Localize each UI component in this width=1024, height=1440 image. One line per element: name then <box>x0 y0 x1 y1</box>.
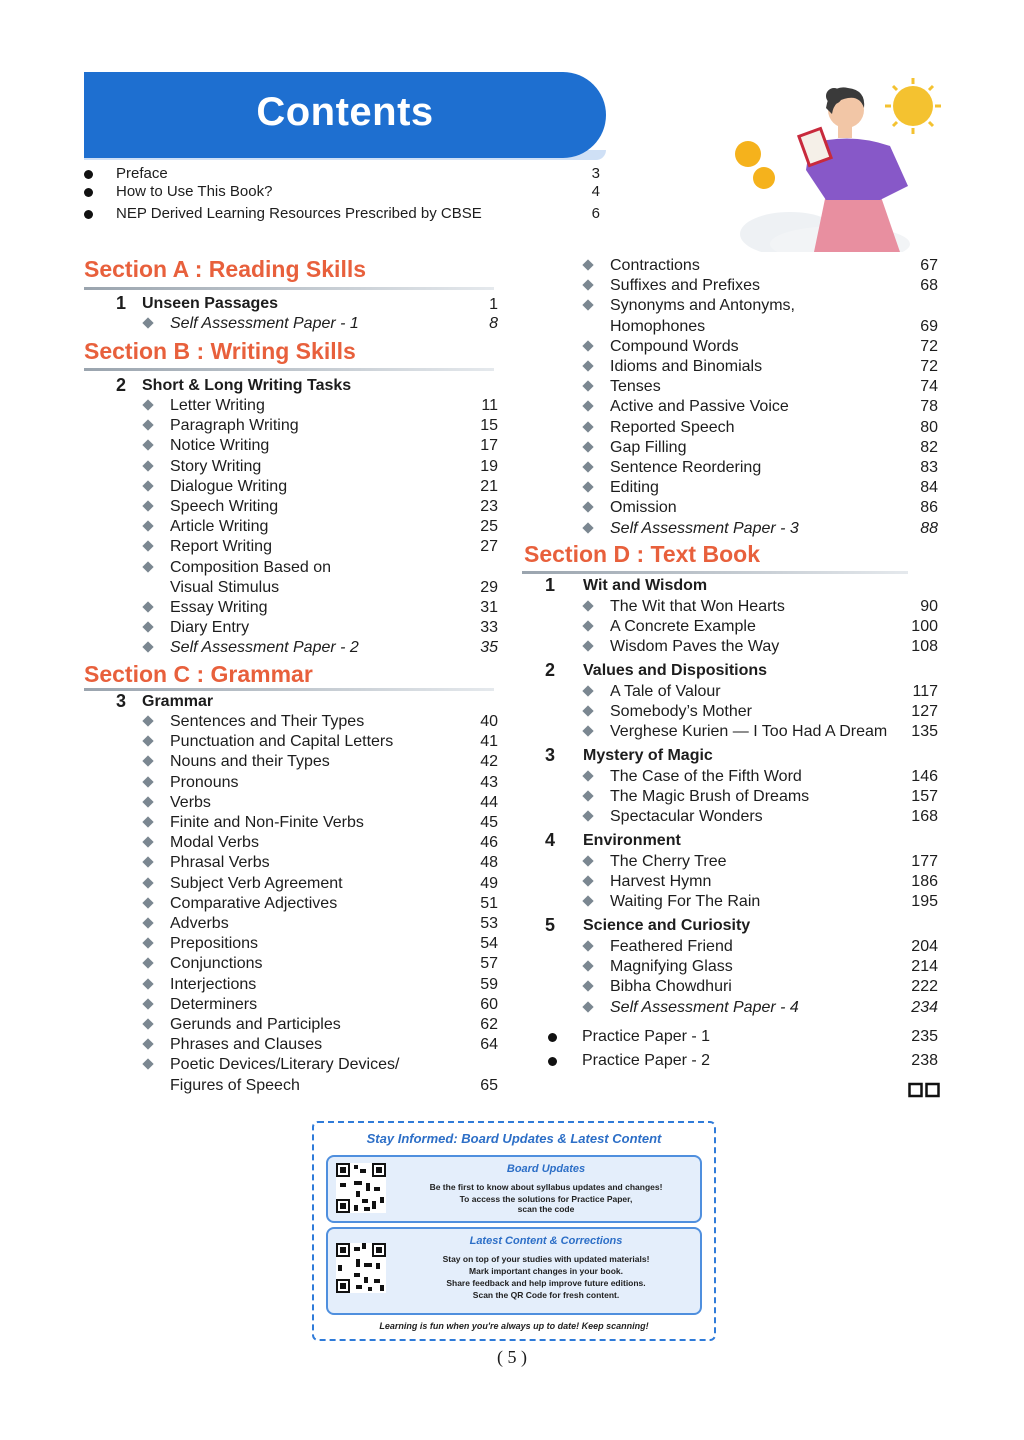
unit-number: 3 <box>545 745 556 765</box>
practice-paper-2[interactable]: Practice Paper - 2 238 <box>548 1050 938 1072</box>
qr-code-icon[interactable] <box>336 1163 386 1213</box>
unit-number: 1 <box>116 293 127 313</box>
diamond-bullet-icon <box>582 770 593 781</box>
bullet-icon <box>548 1057 557 1066</box>
sun-icon <box>885 78 941 134</box>
diamond-bullet-icon <box>142 642 153 653</box>
diamond-bullet-icon <box>582 441 593 452</box>
diamond-bullet-icon <box>582 621 593 632</box>
toc-item[interactable]: Comparative Adjectives 51 <box>144 894 498 914</box>
unit-title: Short & Long Writing Tasks <box>142 377 352 394</box>
end-mark-icon <box>908 1082 942 1098</box>
toc-item[interactable]: Prepositions 54 <box>144 934 498 954</box>
section-rule <box>84 287 494 290</box>
diamond-bullet-icon <box>142 1018 153 1029</box>
diamond-bullet-icon <box>582 1001 593 1012</box>
diamond-bullet-icon <box>142 958 153 969</box>
diamond-bullet-icon <box>582 896 593 907</box>
toc-item[interactable]: Harvest Hymn 186 <box>584 872 938 892</box>
front-matter-how-to-use[interactable]: How to Use This Book? 4 <box>84 182 604 202</box>
toc-item[interactable]: Report Writing 27 <box>144 537 498 557</box>
toc-item[interactable]: Idioms and Binomials 72 <box>584 357 938 377</box>
toc-item[interactable]: Punctuation and Capital Letters 41 <box>144 732 498 752</box>
unit-number: 1 <box>545 575 556 595</box>
toc-item[interactable]: Gerunds and Participles 62 <box>144 1015 498 1035</box>
toc-item[interactable]: Self Assessment Paper - 2 35 <box>144 638 498 658</box>
toc-item[interactable]: Story Writing 19 <box>144 457 498 477</box>
reading-woman-illustration <box>730 74 942 252</box>
section-a-heading: Section A : Reading Skills <box>84 256 367 282</box>
toc-item[interactable]: Waiting For The Rain 195 <box>584 892 938 912</box>
unit-title: Science and Curiosity <box>583 917 751 934</box>
diamond-bullet-icon <box>582 726 593 737</box>
front-matter-preface[interactable]: Preface 3 <box>84 164 604 184</box>
section-rule <box>522 571 908 574</box>
toc-item[interactable]: Subject Verb Agreement 49 <box>144 874 498 894</box>
diamond-bullet-icon <box>142 440 153 451</box>
qr-code-icon[interactable] <box>336 1243 386 1293</box>
diamond-bullet-icon <box>142 500 153 511</box>
diamond-bullet-icon <box>142 897 153 908</box>
diamond-bullet-icon <box>582 811 593 822</box>
diamond-bullet-icon <box>582 685 593 696</box>
diamond-bullet-icon <box>142 816 153 827</box>
diamond-bullet-icon <box>142 776 153 787</box>
unit-number: 3 <box>116 691 127 711</box>
toc-item[interactable]: Paragraph Writing 15 <box>144 416 498 436</box>
toc-item[interactable]: The Cherry Tree 177 <box>584 852 938 872</box>
board-updates-heading: Board Updates <box>506 1163 586 1175</box>
diamond-bullet-icon <box>142 796 153 807</box>
toc-item[interactable]: Adverbs 53 <box>144 914 498 934</box>
unit-title: Grammar <box>142 693 214 710</box>
diamond-bullet-icon <box>142 1039 153 1050</box>
diamond-bullet-icon <box>142 978 153 989</box>
diamond-bullet-icon <box>582 461 593 472</box>
diamond-bullet-icon <box>582 641 593 652</box>
toc-item[interactable]: Speech Writing 23 <box>144 497 498 517</box>
toc-item[interactable]: Dialogue Writing 21 <box>144 477 498 497</box>
toc-item[interactable]: Reported Speech 80 <box>584 418 938 438</box>
unit-title: Mystery of Magic <box>583 747 713 764</box>
diamond-bullet-icon <box>582 522 593 533</box>
toc-item[interactable]: Somebody’s Mother 127 <box>584 702 938 722</box>
toc-item[interactable]: Article Writing 25 <box>144 517 498 537</box>
diamond-bullet-icon <box>582 855 593 866</box>
diamond-bullet-icon <box>142 399 153 410</box>
toc-item[interactable]: Phrasal Verbs 48 <box>144 853 498 873</box>
toc-item[interactable]: Interjections 59 <box>144 975 498 995</box>
diamond-bullet-icon <box>142 857 153 868</box>
unit-page: 1 <box>489 296 498 313</box>
section-rule <box>84 688 494 691</box>
toc-item[interactable]: Compound Words 72 <box>584 337 938 357</box>
stay-informed-title: Stay Informed: Board Updates & Latest Content <box>366 1131 662 1146</box>
toc-item[interactable]: Tenses 74 <box>584 377 938 397</box>
diamond-bullet-icon <box>142 561 153 572</box>
unit-title: Environment <box>583 832 681 849</box>
toc-item[interactable]: Sentences and Their Types 40 <box>144 712 498 732</box>
unit-title: Unseen Passages <box>142 295 279 312</box>
bullet-icon <box>84 170 93 179</box>
diamond-bullet-icon <box>142 1059 153 1070</box>
diamond-bullet-icon <box>142 541 153 552</box>
toc-item[interactable]: Sentence Reordering 83 <box>584 458 938 478</box>
toc-item[interactable]: Self Assessment Paper - 4 234 <box>584 998 938 1018</box>
section-c-heading: Section C : Grammar <box>84 661 313 687</box>
toc-item[interactable]: Suffixes and Prefixes 68 <box>584 276 938 296</box>
toc-item[interactable]: The Case of the Fifth Word 146 <box>584 767 938 787</box>
unit-number: 2 <box>116 375 127 395</box>
toc-item[interactable]: Essay Writing 31 <box>144 598 498 618</box>
toc-item[interactable]: A Tale of Valour 117 <box>584 682 938 702</box>
toc-item[interactable]: The Magic Brush of Dreams 157 <box>584 787 938 807</box>
toc-item[interactable]: Letter Writing 11 <box>144 396 498 416</box>
latest-content-heading: Latest Content & Corrections <box>469 1235 623 1247</box>
diamond-bullet-icon <box>582 421 593 432</box>
toc-item[interactable]: Editing 84 <box>584 478 938 498</box>
diamond-bullet-icon <box>142 756 153 767</box>
toc-item[interactable]: Diary Entry 33 <box>144 618 498 638</box>
diamond-bullet-icon <box>142 736 153 747</box>
diamond-bullet-icon <box>582 961 593 972</box>
diamond-bullet-icon <box>582 981 593 992</box>
toc-item[interactable]: Finite and Non-Finite Verbs 45 <box>144 813 498 833</box>
diamond-bullet-icon <box>582 259 593 270</box>
diamond-bullet-icon <box>142 420 153 431</box>
toc-item[interactable]: Notice Writing 17 <box>144 436 498 456</box>
toc-item[interactable]: Modal Verbs 46 <box>144 833 498 853</box>
toc-item[interactable]: Active and Passive Voice 78 <box>584 397 938 417</box>
toc-item[interactable]: Spectacular Wonders 168 <box>584 807 938 827</box>
toc-item[interactable]: Nouns and their Types 42 <box>144 752 498 772</box>
toc-item[interactable]: A Concrete Example 100 <box>584 617 938 637</box>
diamond-bullet-icon <box>142 601 153 612</box>
toc-item[interactable]: Composition Based on <box>144 558 498 578</box>
diamond-bullet-icon <box>142 917 153 928</box>
toc-item[interactable]: Verbs 44 <box>144 793 498 813</box>
contents-banner <box>84 72 606 158</box>
diamond-bullet-icon <box>142 622 153 633</box>
diamond-bullet-icon <box>142 715 153 726</box>
unit-number: 5 <box>545 915 556 935</box>
toc-item[interactable]: Phrases and Clauses 64 <box>144 1035 498 1055</box>
diamond-bullet-icon <box>142 317 153 328</box>
diamond-bullet-icon <box>142 998 153 1009</box>
toc-item[interactable]: Verghese Kurien — I Too Had A Dream 135 <box>584 722 938 742</box>
diamond-bullet-icon <box>142 837 153 848</box>
toc-item[interactable]: Omission 86 <box>584 498 938 518</box>
front-matter-nep[interactable]: NEP Derived Learning Resources Prescribed by CBSE 6 <box>84 204 604 224</box>
page-number: ( 5 ) <box>497 1347 527 1367</box>
toc-item[interactable]: Determiners 60 <box>144 995 498 1015</box>
practice-paper-1[interactable]: Practice Paper - 1 235 <box>548 1026 938 1048</box>
toc-item[interactable]: Bibha Chowdhuri 222 <box>584 977 938 997</box>
toc-item[interactable]: Contractions 67 <box>584 256 938 276</box>
page-title: Contents <box>256 90 434 134</box>
bullet-icon <box>84 210 93 219</box>
diamond-bullet-icon <box>582 940 593 951</box>
diamond-bullet-icon <box>582 340 593 351</box>
diamond-bullet-icon <box>142 938 153 949</box>
toc-item[interactable]: Pronouns 43 <box>144 773 498 793</box>
diamond-bullet-icon <box>582 381 593 392</box>
diamond-bullet-icon <box>142 480 153 491</box>
diamond-bullet-icon <box>582 280 593 291</box>
stay-informed-footer: Learning is fun when you're always up to date! Keep scanning! <box>379 1321 649 1331</box>
unit-number: 2 <box>545 660 556 680</box>
toc-item[interactable]: Synonyms and Antonyms, <box>584 296 938 316</box>
unit-title: Values and Dispositions <box>583 662 768 679</box>
toc-item[interactable]: Gap Filling 82 <box>584 438 938 458</box>
unit-number: 4 <box>545 830 556 850</box>
toc-item[interactable]: Magnifying Glass 214 <box>584 957 938 977</box>
section-b-heading: Section B : Writing Skills <box>84 338 356 364</box>
toc-item-continued[interactable]: Figures of Speech 65 <box>170 1076 498 1094</box>
bullet-icon <box>548 1033 557 1042</box>
diamond-bullet-icon <box>582 502 593 513</box>
diamond-bullet-icon <box>582 876 593 887</box>
toc-item-continued[interactable]: Homophones 69 <box>610 317 938 335</box>
toc-item[interactable]: Wisdom Paves the Way 108 <box>584 637 938 657</box>
diamond-bullet-icon <box>582 482 593 493</box>
latest-content-card: Latest Content & Corrections Stay on top of your studies with updated materials! Mark important changes in your book. Share feedback and help improve future editions. Scan the QR Code for fresh content. <box>326 1227 702 1315</box>
section-rule <box>84 368 494 371</box>
toc-item-continued[interactable]: Visual Stimulus 29 <box>170 578 498 596</box>
diamond-bullet-icon <box>582 401 593 412</box>
section-d-heading: Section D : Text Book <box>524 541 760 567</box>
diamond-bullet-icon <box>582 600 593 611</box>
toc-item[interactable]: Poetic Devices/Literary Devices/ <box>144 1055 498 1075</box>
diamond-bullet-icon <box>142 460 153 471</box>
toc-item[interactable]: Self Assessment Paper - 3 88 <box>584 519 938 539</box>
toc-item[interactable]: Conjunctions 57 <box>144 954 498 974</box>
unit-title: Wit and Wisdom <box>583 577 708 594</box>
toc-item[interactable]: Feathered Friend 204 <box>584 937 938 957</box>
diamond-bullet-icon <box>582 300 593 311</box>
bullet-icon <box>84 188 93 197</box>
board-updates-card: Board Updates Be the first to know about syllabus updates and changes! To access the solutions for Practice Paper, scan the code <box>326 1155 702 1223</box>
diamond-bullet-icon <box>142 521 153 532</box>
toc-item[interactable]: Self Assessment Paper - 1 8 <box>144 314 498 334</box>
diamond-bullet-icon <box>582 360 593 371</box>
toc-item[interactable]: The Wit that Won Hearts 90 <box>584 597 938 617</box>
diamond-bullet-icon <box>142 877 153 888</box>
diamond-bullet-icon <box>582 706 593 717</box>
diamond-bullet-icon <box>582 791 593 802</box>
stay-informed-box <box>312 1121 716 1341</box>
